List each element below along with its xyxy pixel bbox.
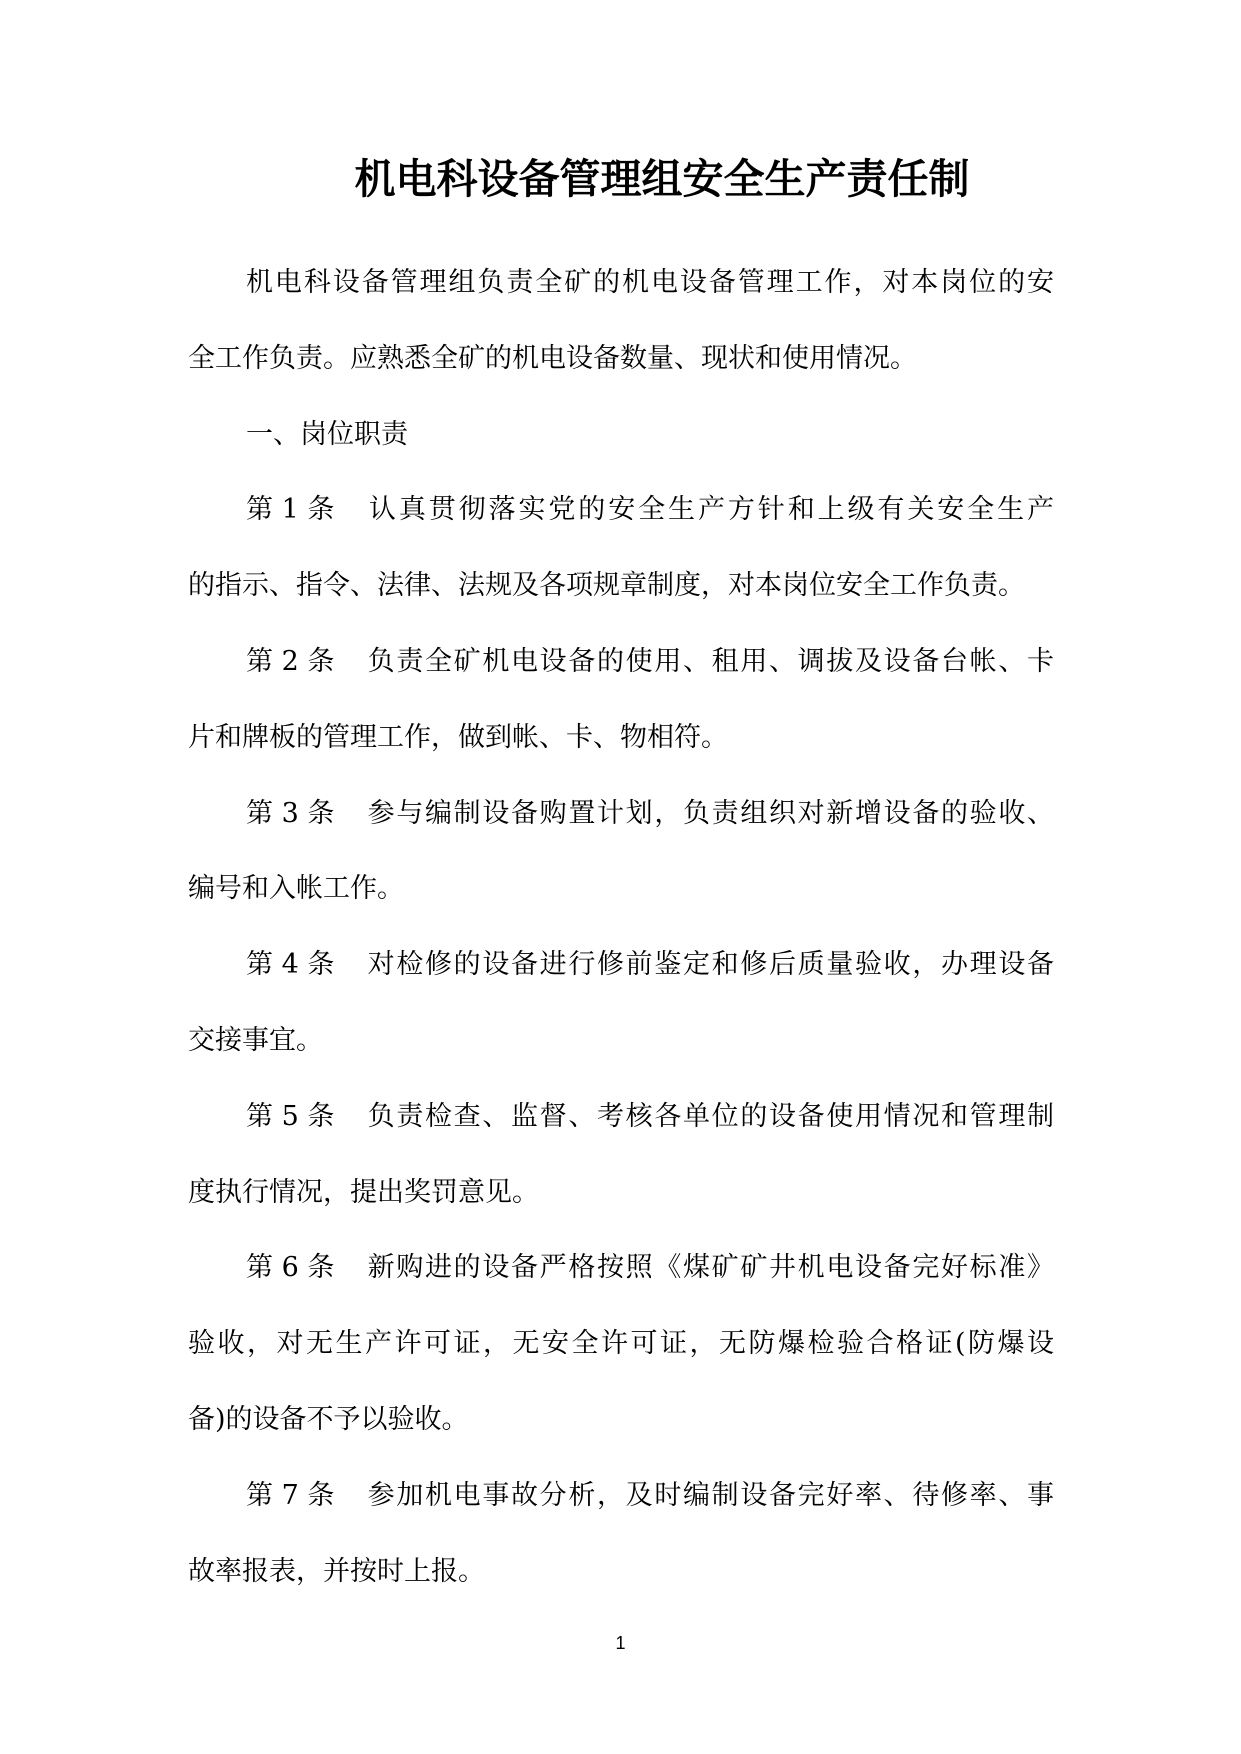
article-label: 第 3 条	[246, 797, 335, 829]
paragraph-line: 机电科设备管理组负责全矿的机电设备管理工作，对本岗位的安	[246, 267, 1054, 298]
article-first-line	[188, 472, 1054, 548]
article-first-line	[188, 776, 1054, 852]
article-text: 参与编制设备购置计划，负责组织对新增设备的验收、	[366, 797, 1054, 829]
paragraph-line: 全工作负责。应熟悉全矿的机电设备数量、现状和使用情况。	[188, 342, 917, 374]
article-line: 交接事宜。	[188, 1024, 323, 1056]
article-label: 第 6 条	[246, 1252, 335, 1284]
article-line: 编号和入帐工作。	[188, 873, 404, 905]
article-label: 第 7 条	[246, 1479, 335, 1511]
article-1	[188, 472, 1054, 624]
article-first-line	[188, 624, 1054, 700]
article-first-line	[188, 1458, 1054, 1534]
article-first-line	[188, 1230, 1054, 1306]
section-heading: 一、岗位职责	[246, 418, 408, 450]
article-line: 验收，对无生产许可证，无安全许可证，无防爆检验合格证(防爆设	[188, 1328, 1054, 1360]
document-body	[188, 245, 1054, 1609]
article-6	[188, 1230, 1054, 1457]
article-2	[188, 624, 1054, 776]
article-first-line	[188, 927, 1054, 1003]
article-line: 故率报表，并按时上报。	[188, 1555, 485, 1587]
article-text: 负责检查、监督、考核各单位的设备使用情况和管理制	[366, 1100, 1054, 1132]
article-text: 对检修的设备进行修前鉴定和修后质量验收，办理设备	[366, 949, 1054, 981]
article-line: 片和牌板的管理工作，做到帐、卡、物相符。	[188, 721, 728, 753]
article-5	[188, 1079, 1054, 1231]
article-line: 备)的设备不予以验收。	[188, 1403, 469, 1435]
article-3	[188, 776, 1054, 928]
article-text: 参加机电事故分析，及时编制设备完好率、待修率、事	[366, 1479, 1054, 1511]
article-label: 第 4 条	[246, 949, 335, 981]
article-text: 负责全矿机电设备的使用、租用、调拔及设备台帐、卡	[366, 645, 1054, 677]
section-heading-paragraph	[188, 397, 1054, 473]
article-line: 的指示、指令、法律、法规及各项规章制度，对本岗位安全工作负责。	[188, 570, 1025, 602]
page-number: 1	[615, 1633, 626, 1653]
article-4	[188, 927, 1054, 1079]
document-title: 机电科设备管理组安全生产责任制	[354, 155, 970, 203]
article-line: 度执行情况，提出奖罚意见。	[188, 1176, 539, 1208]
article-first-line	[188, 1079, 1054, 1155]
article-text: 新购进的设备严格按照《煤矿矿井机电设备完好标准》	[366, 1252, 1054, 1284]
intro-paragraph	[188, 245, 1054, 397]
article-label: 第 2 条	[246, 645, 335, 677]
article-7	[188, 1458, 1054, 1610]
article-text: 认真贯彻落实党的安全生产方针和上级有关安全生产	[366, 494, 1054, 526]
article-label: 第 1 条	[246, 494, 335, 526]
article-label: 第 5 条	[246, 1100, 335, 1132]
